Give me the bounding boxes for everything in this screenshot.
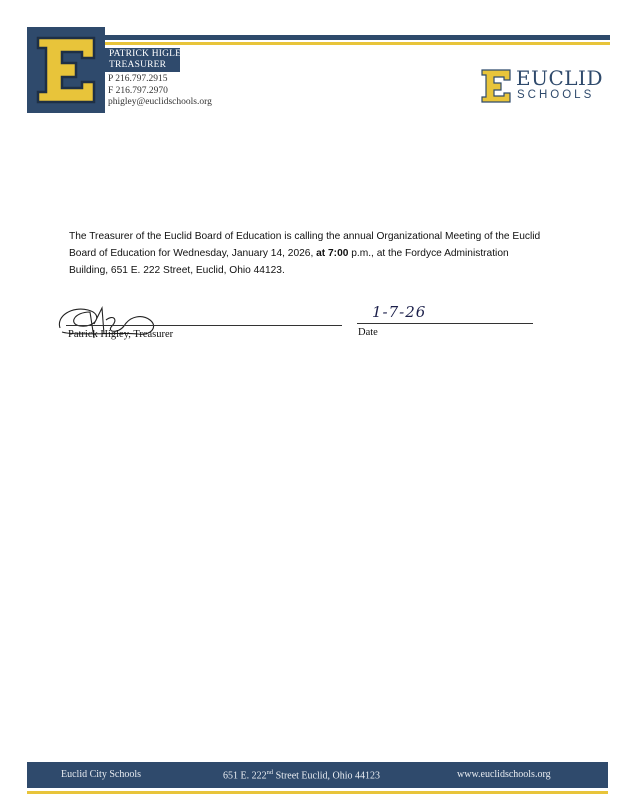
footer-rule-gold [27,791,608,794]
notice-text-end: p.m., at the Fordyce Administration Building, 651 E. 222 Street, Euclid, Ohio 44123. [69,248,509,276]
meeting-notice [69,228,549,279]
header-rule-gold [100,42,610,45]
handwritten-date: 1-7-26 [372,303,427,321]
notice-text-start: The Treasurer of the Euclid Board of Education is calling the annual Organizational Meeting of the Euclid Board of Education for Wednesday, January 14, 2026, [69,231,541,259]
footer-address: 651 E. 222nd Street Euclid, Ohio 44123 [223,769,381,782]
phone-number: P 216.797.2915 [108,74,168,84]
euclid-e-logo [27,27,105,113]
notice-text-time: at 7:00 [316,248,349,259]
name-strip [105,48,189,72]
header-rule-navy [100,35,610,40]
treasurer-title: TREASURER [109,60,167,70]
contact-block [108,74,212,109]
signature-label: Patrick Higley, Treasurer [68,329,174,340]
fax-number: F 216.797.2970 [108,85,168,96]
date-line [357,323,533,324]
signature-line [66,325,342,326]
e-letter-icon [36,36,96,104]
brand-schools-text: SCHOOLS [517,89,595,101]
footer-district: Euclid City Schools [61,769,141,780]
email-address: phigley@euclidschools.org [108,97,212,107]
footer-bar [27,762,608,788]
treasurer-name: PATRICK HIGLEY [109,49,189,59]
footer-website[interactable]: www.euclidschools.org [457,769,551,780]
brand-euclid-text: EUCLID [516,66,603,90]
brand-e-icon [481,69,511,103]
date-label: Date [358,327,378,338]
euclid-schools-brand [481,67,603,103]
